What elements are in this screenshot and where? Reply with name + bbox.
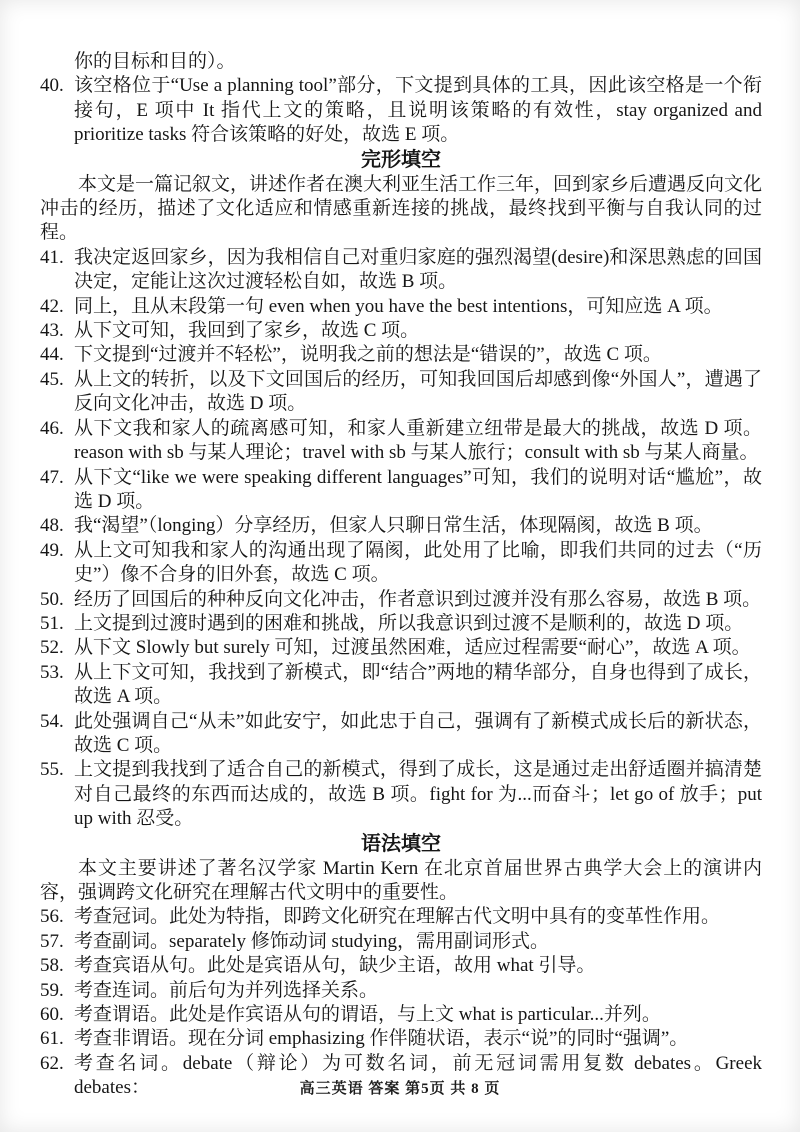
answer-item-number: 55. — [40, 759, 64, 781]
answer-item — [40, 758, 762, 831]
answer-item-text: 考查宾语从句。此处是宾语从句，缺少主语，故用 what 引导。 — [74, 955, 596, 977]
answer-item-number: 45. — [40, 368, 64, 390]
answer-item-text: 经历了回国后的种种反向文化冲击，作者意识到过渡并没有那么容易，故选 B 项。 — [74, 588, 762, 610]
answer-item-number: 48. — [40, 515, 64, 537]
answer-item-text: 同上，且从末段第一句 even when you have the best intentions，可知应选 A 项。 — [74, 295, 723, 317]
answer-item — [40, 954, 762, 978]
answer-item — [40, 661, 762, 710]
page-footer: 高三英语 答案 第5页 共 8 页 — [299, 1081, 501, 1097]
answer-item — [40, 588, 762, 612]
answer-item-text: 上文提到我找到了适合自己的新模式，得到了成长，这是通过走出舒适圈并搞清楚对自己最终的东西而达成的，故选 B 项。fight for 为...而奋斗；let go of 放手；put up with 忍受。 — [74, 759, 762, 830]
answer-item-number: 53. — [40, 661, 64, 683]
answer-item — [40, 466, 762, 515]
answer-item-number: 51. — [40, 612, 64, 634]
document-content — [40, 50, 762, 1101]
answer-item-number: 60. — [40, 1004, 64, 1026]
answer-item-number: 46. — [40, 417, 64, 439]
answer-item-number: 43. — [40, 320, 64, 342]
answer-item-text: 从上文可知我和家人的沟通出现了隔阂，此处用了比喻，即我们共同的过去（“历史”）像不合身的旧外套，故选 C 项。 — [74, 539, 762, 586]
answer-item-text: 我决定返回家乡，因为我相信自己对重归家庭的强烈渴望(desire)和深思熟虑的回国决定，定能让这次过渡轻松自如，故选 B 项。 — [74, 246, 762, 293]
section-title-grammar: 语法填空 — [361, 832, 441, 855]
answer-item-number: 44. — [40, 344, 64, 366]
answer-item-text: 从下文“like we were speaking different languages”可知，我们的说明对话“尴尬”，故选 D 项。 — [74, 466, 762, 512]
continuation-line — [40, 50, 762, 74]
answer-item-number: 42. — [40, 295, 64, 317]
answer-item-text: 从上下文可知，我找到了新模式，即“结合”两地的精华部分，自身也得到了成长，故选 A 项。 — [74, 661, 762, 708]
answer-item-number: 58. — [40, 955, 64, 977]
answer-item — [40, 368, 762, 417]
answer-item-text: 考查名词。debate（辩论）为可数名词，前无冠词需用复数 debates。Greek debates： — [74, 1052, 762, 1099]
continuation-text: 你的目标和目的）。 — [74, 51, 236, 72]
answer-item-number: 54. — [40, 710, 64, 732]
answer-item-text: 考查连词。前后句为并列选择关系。 — [74, 979, 379, 1001]
continuation-number-spacer — [40, 50, 74, 74]
answer-item-text: 下文提到“过渡并不轻松”，说明我之前的想法是“错误的”，故选 C 项。 — [74, 344, 662, 366]
answer-item — [40, 1003, 762, 1027]
answer-item — [40, 636, 762, 660]
answer-list-reading — [40, 74, 762, 147]
answer-item-text: 该空格位于“Use a planning tool”部分，下文提到具体的工具，因此该空格是一个衔接句，E 项中 It 指代上文的策略，且说明该策略的有效性，stay organized and prioritize tasks 符合该策略的好处，故选 E 项。 — [74, 75, 762, 146]
answer-item-number: 62. — [40, 1052, 64, 1074]
answer-item — [40, 539, 762, 588]
answer-item — [40, 930, 762, 954]
answer-list-cloze — [40, 246, 762, 832]
answer-item — [40, 710, 762, 759]
answer-item — [40, 514, 762, 538]
answer-item-text: 考查谓语。此处是作宾语从句的谓语，与上文 what is particular...并列。 — [74, 1004, 661, 1026]
answer-item — [40, 343, 762, 367]
answer-item-text: 从下文我和家人的疏离感可知，和家人重新建立纽带是最大的挑战，故选 D 项。reason with sb 与某人理论；travel with sb 与某人旅行；consult with sb 与某人商量。 — [74, 417, 762, 464]
answer-item-text: 从下文 Slowly but surely 可知，过渡虽然困难，适应过程需要“耐心”，故选 A 项。 — [74, 637, 751, 659]
answer-item — [40, 979, 762, 1003]
answer-item-number: 40. — [40, 75, 64, 97]
answer-item-text: 考查冠词。此处为特指，即跨文化研究在理解古代文明中具有的变革性作用。 — [74, 906, 721, 928]
answer-item-number: 41. — [40, 246, 64, 268]
answer-item — [40, 612, 762, 636]
answer-item-number: 59. — [40, 979, 64, 1001]
answer-item-number: 52. — [40, 637, 64, 659]
answer-item-text: 此处强调自己“从未”如此安宁，如此忠于自己，强调有了新模式成长后的新状态，故选 C 项。 — [74, 710, 762, 756]
answer-item-text: 上文提到过渡时遇到的困难和挑战，所以我意识到过渡不是顺利的，故选 D 项。 — [74, 612, 744, 634]
answer-item — [40, 246, 762, 295]
cloze-intro-paragraph: 本文是一篇记叙文，讲述作者在澳大利亚生活工作三年，回到家乡后遭遇反向文化冲击的经历，描述了文化适应和情感重新连接的挑战，最终找到平衡与自我认同的过程。 — [40, 173, 763, 244]
section-title-cloze: 完形填空 — [361, 148, 441, 171]
answer-item-number: 57. — [40, 930, 64, 952]
answer-item — [40, 295, 762, 319]
answer-item — [40, 417, 762, 466]
answer-item-number: 56. — [40, 906, 64, 928]
answer-item — [40, 1027, 762, 1051]
answer-item — [40, 74, 762, 147]
grammar-intro-paragraph: 本文主要讲述了著名汉学家 Martin Kern 在北京首届世界古典学大会上的演讲内容，强调跨文化研究在理解古代文明中的重要性。 — [40, 857, 762, 903]
answer-item-number: 47. — [40, 466, 64, 488]
answer-item-number: 49. — [40, 539, 64, 561]
answer-list-grammar — [40, 905, 762, 1100]
answer-item-text: 我“渴望”（longing）分享经历，但家人只聊日常生活，体现隔阂，故选 B 项。 — [74, 515, 713, 537]
answer-item-text: 从下文可知，我回到了家乡，故选 C 项。 — [74, 320, 420, 342]
answer-item — [40, 319, 762, 343]
answer-item-text: 考查非谓语。现在分词 emphasizing 作伴随状语，表示“说”的同时“强调”。 — [74, 1028, 689, 1050]
answer-item — [40, 905, 762, 929]
answer-item-number: 50. — [40, 588, 64, 610]
answer-item-number: 61. — [40, 1028, 64, 1050]
answer-item-text: 考查副词。separately 修饰动词 studying，需用副词形式。 — [74, 930, 549, 952]
answer-item-text: 从上文的转折，以及下文回国后的经历，可知我回国后却感到像“外国人”，遭遇了反向文化冲击，故选 D 项。 — [74, 368, 762, 415]
